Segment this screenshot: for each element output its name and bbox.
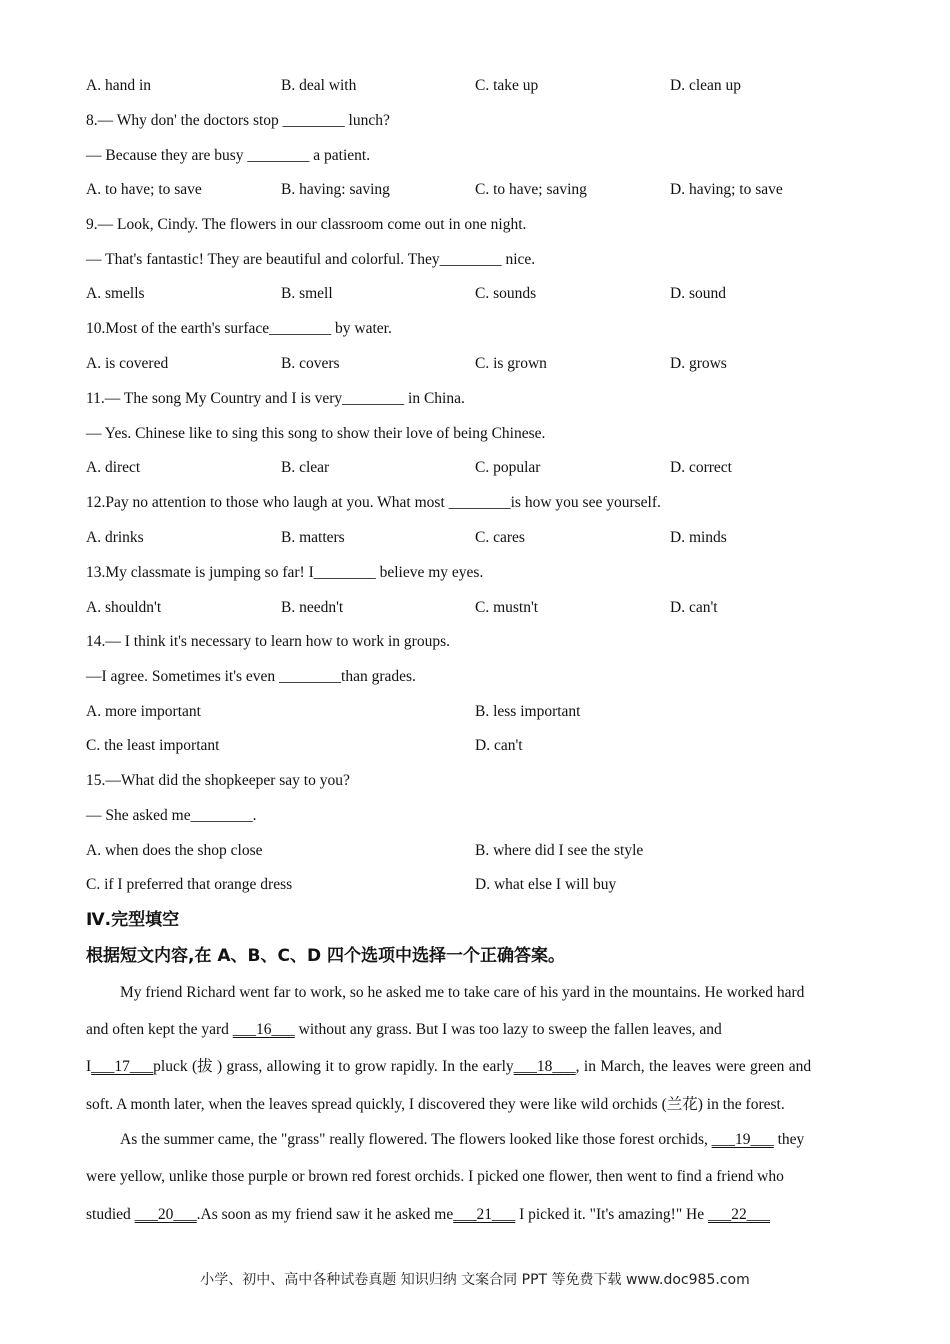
q9-stem: 9.— Look, Cindy. The flowers in our classroom come out in one night. bbox=[86, 216, 527, 233]
q15-stem-reply: — She asked me________. bbox=[86, 807, 257, 824]
q10-options bbox=[86, 354, 866, 374]
q14-option-a[interactable]: A. more important bbox=[86, 703, 201, 720]
q10-option-a[interactable]: A. is covered bbox=[86, 355, 169, 372]
passage-text: studied bbox=[86, 1206, 135, 1223]
q15-stem: 15.—What did the shopkeeper say to you? bbox=[86, 772, 350, 789]
q12-option-d[interactable]: D. minds bbox=[670, 529, 727, 546]
q14-options-row1 bbox=[86, 702, 866, 722]
q8-option-b[interactable]: B. having: saving bbox=[281, 181, 390, 198]
q12-option-a[interactable]: A. drinks bbox=[86, 529, 144, 546]
blank-17[interactable]: ___17___ bbox=[91, 1058, 154, 1075]
blank-16[interactable]: ___16___ bbox=[232, 1021, 295, 1038]
q13-stem: 13.My classmate is jumping so far! I________ believe my eyes. bbox=[86, 564, 484, 581]
q7-option-c[interactable]: C. take up bbox=[475, 77, 539, 94]
q9-option-b[interactable]: B. smell bbox=[281, 285, 333, 302]
q15-option-d[interactable]: D. what else I will buy bbox=[475, 876, 617, 893]
passage-line bbox=[86, 1167, 862, 1187]
blank-18[interactable]: ___18___ bbox=[513, 1058, 576, 1075]
q11-options bbox=[86, 458, 866, 478]
q13-option-c[interactable]: C. mustn't bbox=[475, 599, 539, 616]
q8-option-c[interactable]: C. to have; saving bbox=[475, 181, 587, 198]
q9-option-c[interactable]: C. sounds bbox=[475, 285, 537, 302]
passage-text: were yellow, unlike those purple or brown red forest orchids. I picked one flower, then went to find a friend who bbox=[86, 1168, 784, 1185]
q8-option-d[interactable]: D. having; to save bbox=[670, 181, 783, 198]
passage-text: soft. A month later, when the leaves spread quickly, I discovered they were like wild orchids (兰花) in the forest. bbox=[86, 1096, 785, 1113]
q9-option-d[interactable]: D. sound bbox=[670, 285, 726, 302]
q10-option-b[interactable]: B. covers bbox=[281, 355, 340, 372]
passage-text: , in March, the leaves were green and bbox=[575, 1058, 812, 1075]
q8-option-a[interactable]: A. to have; to save bbox=[86, 181, 202, 198]
passage-text: and often kept the yard bbox=[86, 1021, 233, 1038]
passage-line bbox=[86, 983, 862, 1003]
q15-option-b[interactable]: B. where did I see the style bbox=[475, 842, 644, 859]
page-footer: 小学、初中、高中各种试卷真题 知识归纳 文案合同 PPT 等免费下载 www.doc985.com bbox=[200, 1272, 750, 1288]
q12-option-b[interactable]: B. matters bbox=[281, 529, 345, 546]
q11-option-b[interactable]: B. clear bbox=[281, 459, 330, 476]
q10-option-c[interactable]: C. is grown bbox=[475, 355, 547, 372]
q14-stem-reply: —I agree. Sometimes it's even ________than grades. bbox=[86, 668, 416, 685]
q12-stem: 12.Pay no attention to those who laugh at you. What most ________is how you see yourself. bbox=[86, 494, 661, 511]
q11-stem-reply: — Yes. Chinese like to sing this song to show their love of being Chinese. bbox=[86, 425, 546, 442]
q14-options-row2 bbox=[86, 736, 866, 756]
q14-option-b[interactable]: B. less important bbox=[475, 703, 581, 720]
passage-text: they bbox=[773, 1131, 805, 1148]
blank-20[interactable]: ___20___ bbox=[134, 1206, 197, 1223]
passage-text: As the summer came, the "grass" really flowered. The flowers looked like those forest orchids, bbox=[120, 1131, 712, 1148]
q8-stem-reply: — Because they are busy ________ a patient. bbox=[86, 147, 371, 164]
q11-stem: 11.— The song My Country and I is very________ in China. bbox=[86, 390, 465, 407]
passage-text: I picked it. "It's amazing!" He bbox=[515, 1206, 708, 1223]
q11-option-d[interactable]: D. correct bbox=[670, 459, 732, 476]
passage-text: without any grass. But I was too lazy to sweep the fallen leaves, and bbox=[294, 1021, 722, 1038]
section-heading: Ⅳ.完型填空 bbox=[86, 910, 180, 930]
q14-option-c[interactable]: C. the least important bbox=[86, 737, 220, 754]
q14-stem: 14.— I think it's necessary to learn how to work in groups. bbox=[86, 633, 450, 650]
q7-option-a[interactable]: A. hand in bbox=[86, 77, 152, 94]
q10-option-d[interactable]: D. grows bbox=[670, 355, 727, 372]
q13-options bbox=[86, 598, 866, 618]
q13-option-d[interactable]: D. can't bbox=[670, 599, 718, 616]
q12-options bbox=[86, 528, 866, 548]
q7-option-b[interactable]: B. deal with bbox=[281, 77, 357, 94]
blank-21[interactable]: ___21___ bbox=[453, 1206, 516, 1223]
q7-options bbox=[86, 76, 866, 96]
passage-line bbox=[86, 1130, 862, 1150]
q15-option-a[interactable]: A. when does the shop close bbox=[86, 842, 263, 859]
blank-19[interactable]: ___19___ bbox=[711, 1131, 774, 1148]
q13-option-a[interactable]: A. shouldn't bbox=[86, 599, 162, 616]
passage-line bbox=[86, 1020, 862, 1040]
passage-line bbox=[86, 1095, 862, 1115]
q15-options-row2 bbox=[86, 875, 866, 895]
q8-options bbox=[86, 180, 866, 200]
q15-options-row1 bbox=[86, 841, 866, 861]
passage-text: My friend Richard went far to work, so he asked me to take care of his yard in the mountains. He worked hard bbox=[120, 984, 805, 1001]
q8-stem: 8.— Why don' the doctors stop ________ lunch? bbox=[86, 112, 390, 129]
q11-option-c[interactable]: C. popular bbox=[475, 459, 541, 476]
q9-option-a[interactable]: A. smells bbox=[86, 285, 145, 302]
q15-option-c[interactable]: C. if I preferred that orange dress bbox=[86, 876, 293, 893]
passage-text: I bbox=[86, 1058, 92, 1075]
passage-text: pluck (拔 ) grass, allowing it to grow rapidly. In the early bbox=[153, 1058, 514, 1075]
q10-stem: 10.Most of the earth's surface________ by water. bbox=[86, 320, 392, 337]
passage-text: .As soon as my friend saw it he asked me bbox=[196, 1206, 454, 1223]
q12-option-c[interactable]: C. cares bbox=[475, 529, 525, 546]
passage-line bbox=[86, 1205, 862, 1225]
q13-option-b[interactable]: B. needn't bbox=[281, 599, 344, 616]
q7-option-d[interactable]: D. clean up bbox=[670, 77, 742, 94]
q11-option-a[interactable]: A. direct bbox=[86, 459, 141, 476]
q9-options bbox=[86, 284, 866, 304]
passage-line bbox=[86, 1057, 862, 1077]
section-instruction: 根据短文内容,在 A、B、C、D 四个选项中选择一个正确答案。 bbox=[86, 946, 565, 966]
blank-22[interactable]: ___22___ bbox=[708, 1206, 770, 1223]
q14-option-d[interactable]: D. can't bbox=[475, 737, 523, 754]
q9-stem-reply: — That's fantastic! They are beautiful and colorful. They________ nice. bbox=[86, 251, 536, 268]
